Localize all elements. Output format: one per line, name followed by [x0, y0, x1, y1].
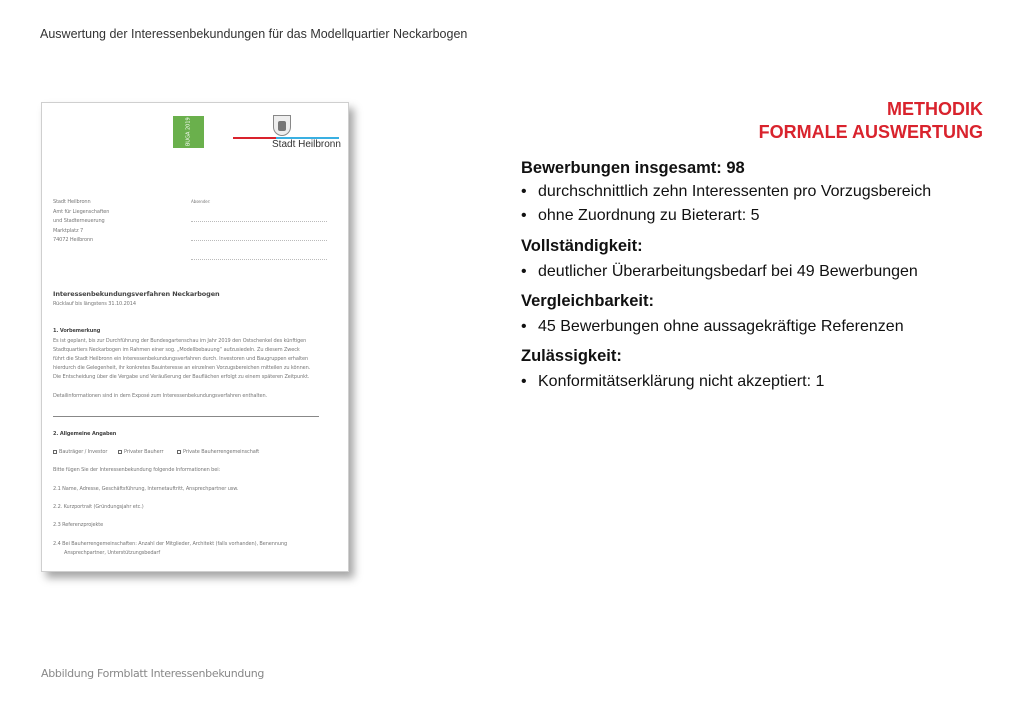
section1-line: Es ist geplant, bis zur Durchführung der Bundesgartenschau im Jahr 2019 den Ostschenkel des künftigen: [53, 337, 307, 344]
page-header-title: Auswertung der Interessenbekundungen für das Modellquartier Neckarbogen: [40, 27, 468, 41]
item-continuation: Ansprechpartner, Unterstützungsbedarf: [64, 550, 161, 556]
heilbronn-crest-icon: [273, 115, 291, 136]
heading-zulaessigkeit: Zulässigkeit:: [521, 347, 622, 365]
section1-line: führt die Stadt Heilbronn ein Interessenbekundungsverfahren durch. Investoren und Baugruppen erhalten: [53, 355, 309, 362]
bullet-item: • 45 Bewerbungen ohne aussagekräftige Referenzen: [521, 318, 904, 335]
address-line: Marktplatz 7: [53, 227, 84, 234]
heading-bewerbungen: Bewerbungen insgesamt: 98: [521, 159, 745, 177]
bullet-item: • ohne Zuordnung zu Bieterart: 5: [521, 207, 760, 224]
document-title: Interessenbekundungsverfahren Neckarbogen: [53, 290, 220, 298]
divider: [53, 416, 319, 417]
bullet-item: • Konformitätserklärung nicht akzeptiert: 1: [521, 373, 825, 390]
bullet-item: • durchschnittlich zehn Interessenten pro Vorzugsbereich: [521, 183, 932, 200]
section1-line: Die Entscheidung über die Vergabe und Veräußerung der Bauflächen erfolgt zu einem späteren Zeitpunkt.: [53, 373, 310, 380]
sender-line: [191, 259, 327, 260]
sender-line: [191, 221, 327, 222]
section-title-formale-auswertung: FORMALE AUSWERTUNG: [758, 122, 983, 142]
sender-label: Absender:: [191, 199, 211, 204]
buga-logo: BUGA 2019: [173, 116, 204, 148]
address-line: 74072 Heilbronn: [53, 237, 94, 243]
checkbox-bautraeger: Bauträger / Investor: [53, 449, 107, 455]
section-title-methodik: METHODIK: [887, 99, 983, 119]
form-document-thumbnail: [41, 102, 349, 572]
section1-title: 1. Vorbemerkung: [53, 328, 101, 334]
section2-title: 2. Allgemeine Angaben: [53, 431, 117, 437]
address-line: Amt für Liegenschaften: [53, 208, 110, 215]
bullet-item: • deutlicher Überarbeitungsbedarf bei 49 Bewerbungen: [521, 263, 918, 280]
heading-vollstaendigkeit: Vollständigkeit:: [521, 237, 643, 255]
figure-caption: Abbildung Formblatt Interessenbekundung: [41, 667, 265, 680]
section1-line: hierdurch die Gelegenheit, ihr konkretes Bauinteresse an einzelnen Vorzugsbereichen mitteilen zu können.: [53, 364, 311, 371]
address-line: Stadt Heilbronn: [53, 199, 91, 205]
checkbox-bauherrengemeinschaft: Private Bauherrengemeinschaft: [177, 449, 259, 455]
deadline: Rücklauf bis längstens 31.10.2014: [53, 301, 136, 307]
checkbox-privater-bauherr: Privater Bauherr: [118, 449, 163, 455]
item: 2.4 Bei Bauherrengemeinschaften: Anzahl der Mitglieder, Architekt (falls vorhanden), Benennung: [53, 541, 288, 547]
logo-text: Stadt Heilbronn: [272, 139, 341, 150]
address-line: und Stadterneuerung: [53, 218, 105, 224]
section1-line: Stadtquartiers Neckarbogen im Rahmen einer sog. „Modellbebauung“ aufzusiedeln. Zu diesem Zweck: [53, 346, 300, 353]
logo-red-line: [233, 137, 276, 139]
sender-line: [191, 240, 327, 241]
heading-vergleichbarkeit: Vergleichbarkeit:: [521, 292, 654, 310]
item: 2.3 Referenzprojekte: [53, 522, 104, 528]
section1-note: Detailinformationen sind in dem Exposé zum Interessenbekundungsverfahren enthalten.: [53, 393, 268, 399]
item: 2.2. Kurzportrait (Gründungsjahr etc.): [53, 504, 144, 510]
section2-intro: Bitte fügen Sie der Interessenbekundung folgende Informationen bei:: [53, 467, 221, 473]
item: 2.1 Name, Adresse, Geschäftsführung, Internetauftritt, Ansprechpartner usw.: [53, 486, 239, 492]
